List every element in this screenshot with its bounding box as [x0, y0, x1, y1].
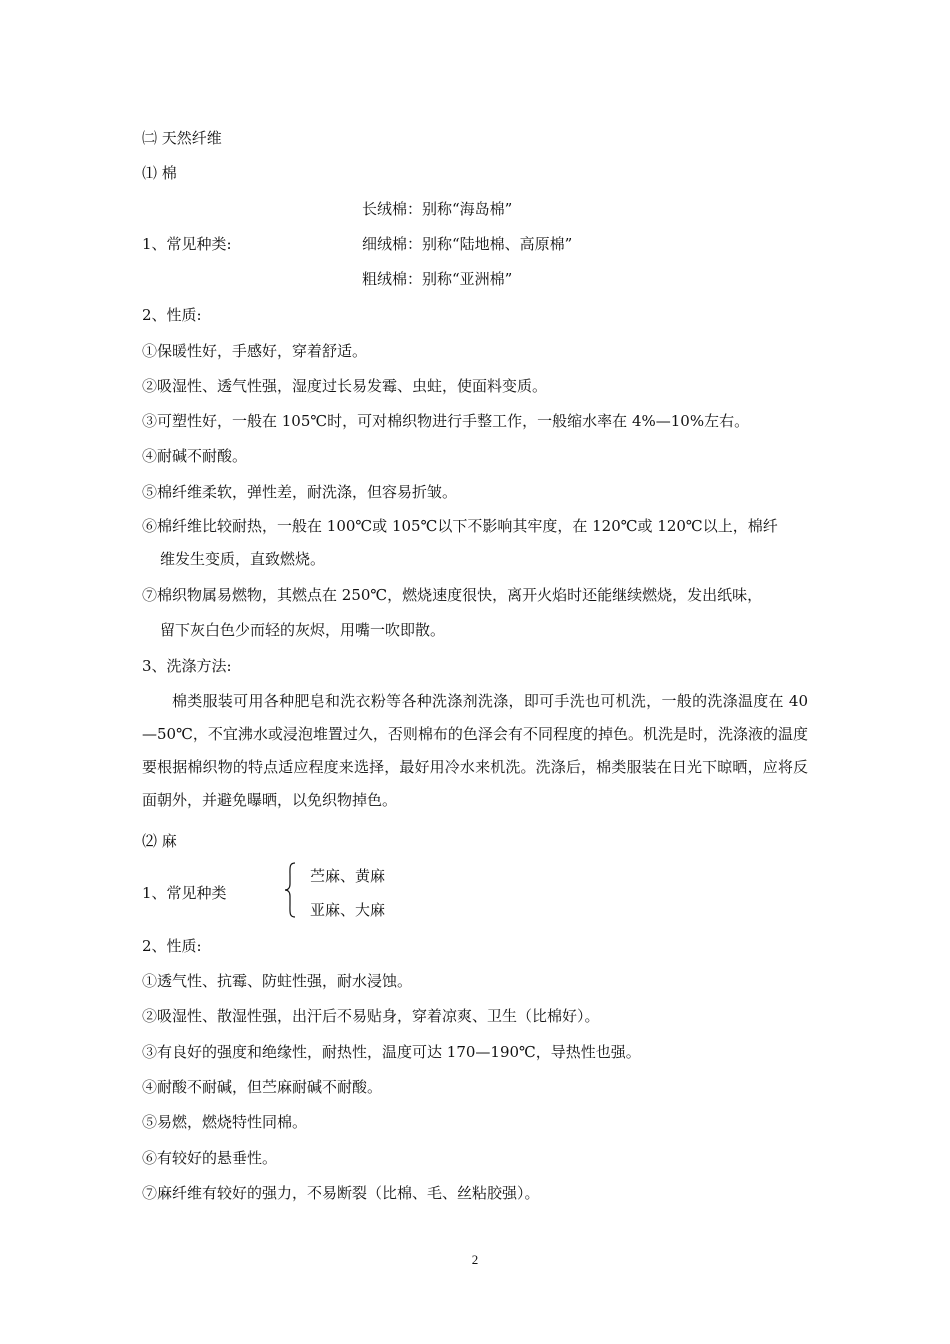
- cotton-property-7: ⑦棉织物属易燃物，其燃点在 250℃，燃烧速度很快，离开火焰时还能继续燃烧，发出纸味，: [142, 586, 763, 604]
- hemp-property-2: ②吸湿性、散湿性强，出汗后不易贴身，穿着凉爽、卫生（比棉好）。: [142, 1007, 600, 1025]
- hemp-property-6: ⑥有较好的悬垂性。: [142, 1149, 278, 1167]
- cotton-property-7-cont: 留下灰白色少而轻的灰烬，用嘴一吹即散。: [160, 621, 446, 639]
- hemp-heading: ⑵ 麻: [142, 832, 177, 850]
- cotton-property-1: ①保暖性好，手感好，穿着舒适。: [142, 342, 368, 360]
- cotton-washing-label: 3、洗涤方法:: [142, 657, 232, 675]
- cotton-types-label: 1、常见种类:: [142, 235, 232, 253]
- hemp-types-label: 1、常见种类: [142, 884, 227, 902]
- hemp-property-5: ⑤易燃，燃烧特性同棉。: [142, 1113, 308, 1131]
- cotton-type-long: 长绒棉：别称“海岛棉”: [362, 200, 513, 218]
- brace-icon: [284, 862, 296, 918]
- cotton-properties-label: 2、性质:: [142, 306, 202, 324]
- hemp-property-1: ①透气性、抗霉、防蛀性强，耐水浸蚀。: [142, 972, 413, 990]
- cotton-washing-text: 棉类服装可用各种肥皂和洗衣粉等各种洗涤剂洗涤，即可手洗也可机洗，一般的洗涤温度在 40—50℃，不宜沸水或浸泡堆置过久，否则棉布的色泽会有不同程度的掉色。机洗是时，洗涤液的温度要根据棉织物的特点适应程度来选择，最好用冷水来机洗。洗涤后，棉类服装在日光下晾晒，应将反面朝外，并避免曝晒，以免织物掉色。: [142, 692, 808, 809]
- cotton-property-5: ⑤棉纤维柔软，弹性差，耐洗涤，但容易折皱。: [142, 483, 458, 501]
- cotton-property-3: ③可塑性好，一般在 105℃时，可对棉织物进行手整工作，一般缩水率在 4%—10%左右。: [142, 412, 750, 430]
- cotton-type-fine: 细绒棉：别称“陆地棉、高原棉”: [362, 235, 573, 253]
- hemp-type-1: 苎麻、黄麻: [310, 867, 386, 885]
- cotton-property-6: ⑥棉纤维比较耐热，一般在 100℃或 105℃以下不影响其牢度，在 120℃或 120℃以上，棉纤: [142, 517, 778, 535]
- hemp-properties-label: 2、性质:: [142, 937, 202, 955]
- cotton-property-2: ②吸湿性、透气性强，湿度过长易发霉、虫蛀，使面料变质。: [142, 377, 548, 395]
- cotton-property-4: ④耐碱不耐酸。: [142, 447, 248, 465]
- cotton-heading: ⑴ 棉: [142, 164, 177, 182]
- page-number: 2: [471, 1252, 479, 1267]
- cotton-property-6-cont: 维发生变质，直致燃烧。: [160, 550, 326, 568]
- section-title: ㈡ 天然纤维: [142, 129, 222, 147]
- hemp-property-7: ⑦麻纤维有较好的强力，不易断裂（比棉、毛、丝粘胶强）。: [142, 1184, 540, 1202]
- hemp-type-2: 亚麻、大麻: [310, 901, 386, 919]
- cotton-type-coarse: 粗绒棉：别称“亚洲棉”: [362, 270, 513, 288]
- hemp-property-3: ③有良好的强度和绝缘性，耐热性，温度可达 170—190℃，导热性也强。: [142, 1043, 641, 1061]
- hemp-property-4: ④耐酸不耐碱，但苎麻耐碱不耐酸。: [142, 1078, 383, 1096]
